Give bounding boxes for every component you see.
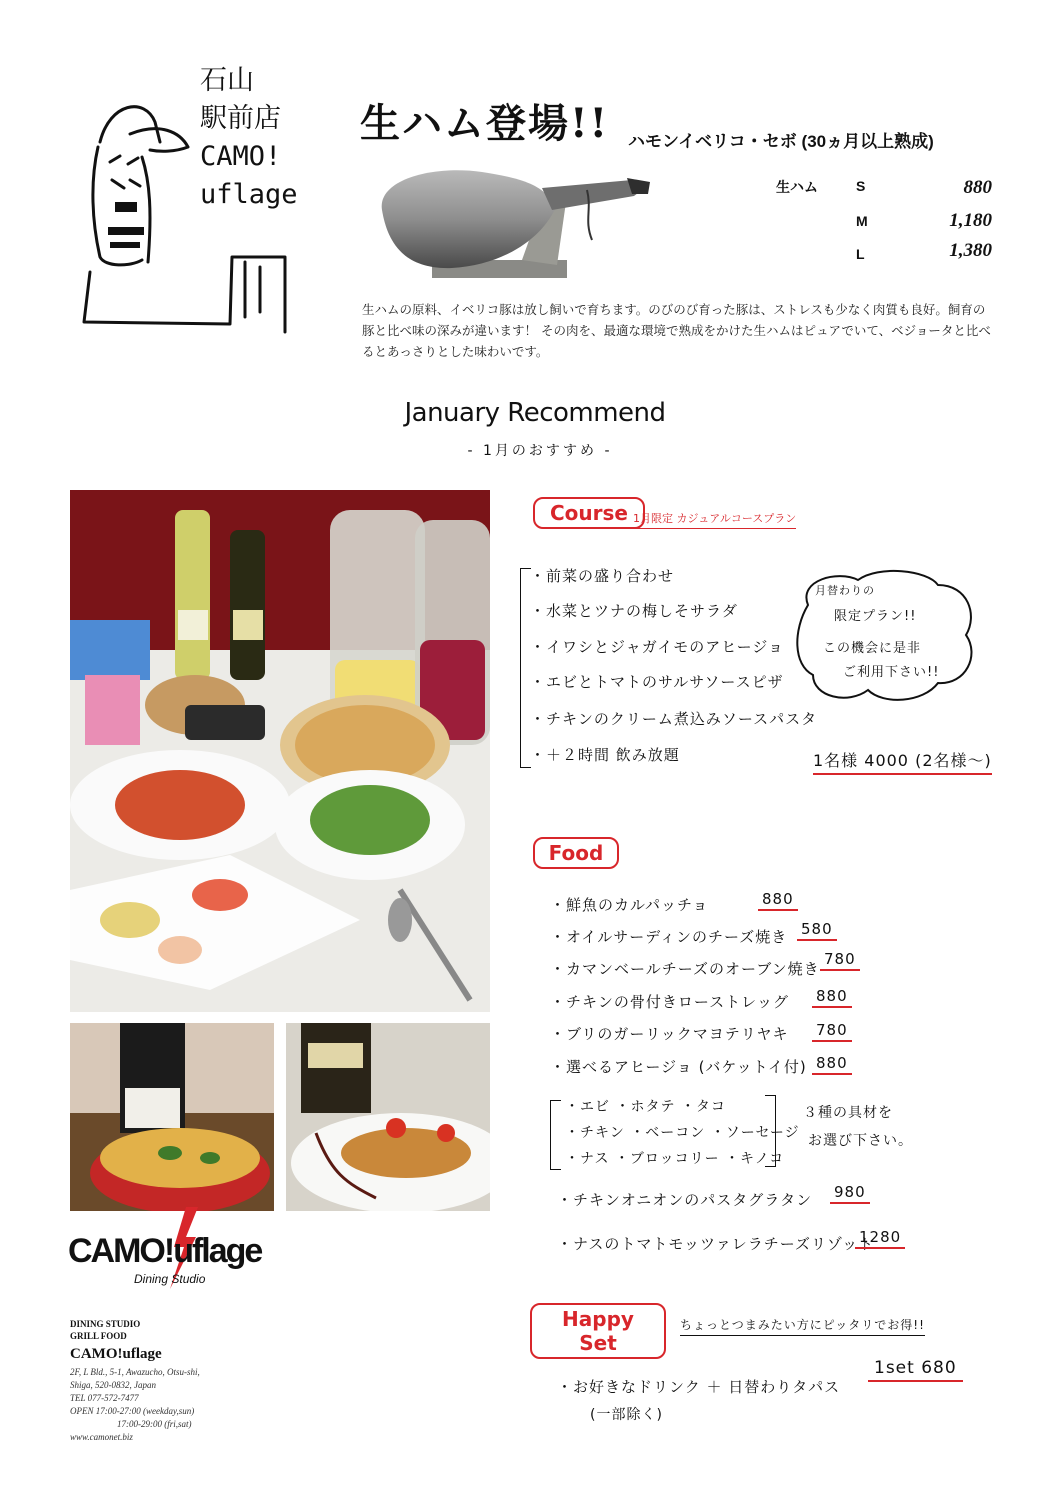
food-item: ・ナスのトマトモッツァレラチーズリゾット	[557, 1235, 875, 1253]
logo-tagline: Dining Studio	[134, 1272, 206, 1286]
ham-size-s: S	[856, 178, 866, 194]
course-item: ・＋２時間 飲み放題	[530, 746, 680, 764]
bubble-line: 月替わりの	[815, 584, 875, 597]
food-price: 880	[758, 890, 798, 911]
food-price: 780	[820, 950, 860, 971]
option-line: ・ナス ・ブロッコリー ・キノコ	[565, 1151, 785, 1167]
options-bracket-left	[550, 1100, 561, 1170]
food-price: 580	[797, 920, 837, 941]
food-price: 980	[830, 1183, 870, 1204]
logo-name: CAMO!uflage	[68, 1232, 262, 1270]
jamon-leg-image	[372, 160, 652, 285]
recommend-subtitle: - 1月のおすすめ -	[467, 443, 613, 459]
happy-set-item: ・お好きなドリンク ＋ 日替わりタパス	[557, 1378, 841, 1396]
ham-price-m: 1,180	[949, 210, 992, 231]
footer-address-2: Shiga, 520-0832, Japan	[70, 1380, 156, 1390]
ham-subtitle: ハモンイベリコ・セボ (30ヵ月以上熟成)	[628, 132, 934, 151]
ham-description: 生ハムの原料、イベリコ豚は放し飼いで育ちます。のびのび育った豚は、ストレスも少なく肉質も良好。飼育の豚と比べ味の深みが違います！ その肉を、最適な環境で熟成をかけた生ハムはピュアでいて、ベジョータと比べるとあっさりとした味わいです。	[362, 302, 991, 359]
course-price: 1名様 4000 (2名様～)	[813, 748, 992, 775]
course-item: ・水菜とツナの梅しそサラダ	[530, 602, 738, 620]
option-line: ・チキン ・ベーコン ・ソーセージ	[565, 1125, 800, 1141]
food-item: ・選べるアヒージョ (バケットイ付)	[550, 1058, 807, 1076]
camouflage-logo	[66, 1207, 286, 1289]
footer-line2: GRILL FOOD	[70, 1331, 127, 1341]
course-label: Course	[533, 497, 645, 529]
doodle-line: 駅前店	[200, 103, 281, 134]
happy-set-item-sub: (一部除く)	[590, 1407, 663, 1423]
footer-line1: DINING STUDIO	[70, 1319, 141, 1329]
food-item: ・オイルサーディンのチーズ焼き	[550, 928, 788, 946]
options-note: ３種の具材を	[803, 1105, 893, 1121]
store-info	[70, 1318, 320, 1444]
food-item: ・鮮魚のカルパッチョ	[550, 896, 709, 914]
store-name-handwritten	[200, 62, 340, 214]
ham-price-s: 880	[963, 177, 992, 198]
chicken-photo	[286, 1023, 490, 1211]
bubble-line: ご利用下さい!!	[843, 665, 940, 680]
happy-set-note: ちょっとつまみたい方にピッタリでお得!!	[680, 1316, 925, 1336]
course-item: ・エビとトマトのサルサソースピザ	[530, 673, 784, 691]
course-item: ・チキンのクリーム煮込みソースパスタ	[530, 710, 818, 728]
happy-set-price: 1set 680	[868, 1358, 963, 1382]
doodle-line: 石山	[200, 65, 254, 96]
food-label: Food	[533, 837, 619, 869]
footer-hours-1: OPEN 17:00-27:00 (weekday,sun)	[70, 1406, 195, 1416]
food-price: 1280	[855, 1228, 905, 1249]
footer-tel: TEL 077-572-7477	[70, 1393, 139, 1403]
food-price: 880	[812, 987, 852, 1008]
food-item: ・カマンベールチーズのオーブン焼き	[550, 960, 820, 978]
food-price: 880	[812, 1054, 852, 1075]
ham-title: 生ハム登場!!	[360, 100, 610, 147]
ham-size-m: M	[856, 213, 868, 229]
food-item: ・チキンの骨付きローストレッグ	[550, 993, 789, 1011]
option-line: ・エビ ・ホタテ ・タコ	[565, 1099, 726, 1115]
doodle-line: uflage	[200, 179, 298, 210]
food-item: ・ブリのガーリックマヨテリヤキ	[550, 1025, 789, 1043]
footer-store-name: CAMO!uflage	[70, 1346, 162, 1362]
course-item: ・前菜の盛り合わせ	[530, 567, 675, 585]
options-note: お選び下さい。	[808, 1133, 913, 1149]
course-note: 1月限定 カジュアルコースプラン	[633, 510, 796, 529]
main-food-photo	[70, 490, 490, 1012]
course-item: ・イワシとジャガイモのアヒージョ	[530, 638, 785, 656]
footer-hours-2: 17:00-29:00 (fri,sat)	[117, 1419, 192, 1429]
ham-price-l: 1,380	[949, 240, 992, 261]
food-item: ・チキンオニオンのパスタグラタン	[557, 1191, 813, 1209]
footer-website: www.camonet.biz	[70, 1432, 133, 1442]
bubble-line: 限定プラン!!	[834, 609, 917, 624]
bubble-line: この機会に是非	[823, 641, 922, 656]
doodle-line: CAMO!	[200, 141, 282, 172]
ham-price-label: 生ハム	[776, 180, 818, 196]
recommend-title: January Recommend	[404, 398, 666, 428]
ham-size-l: L	[856, 246, 865, 262]
gratin-photo	[70, 1023, 274, 1211]
food-price: 780	[812, 1021, 852, 1042]
footer-address-1: 2F, L Bld., 5-1, Awazucho, Otsu-shi,	[70, 1367, 200, 1377]
happy-set-label: Happy Set	[530, 1303, 666, 1359]
course-bracket	[520, 568, 531, 768]
